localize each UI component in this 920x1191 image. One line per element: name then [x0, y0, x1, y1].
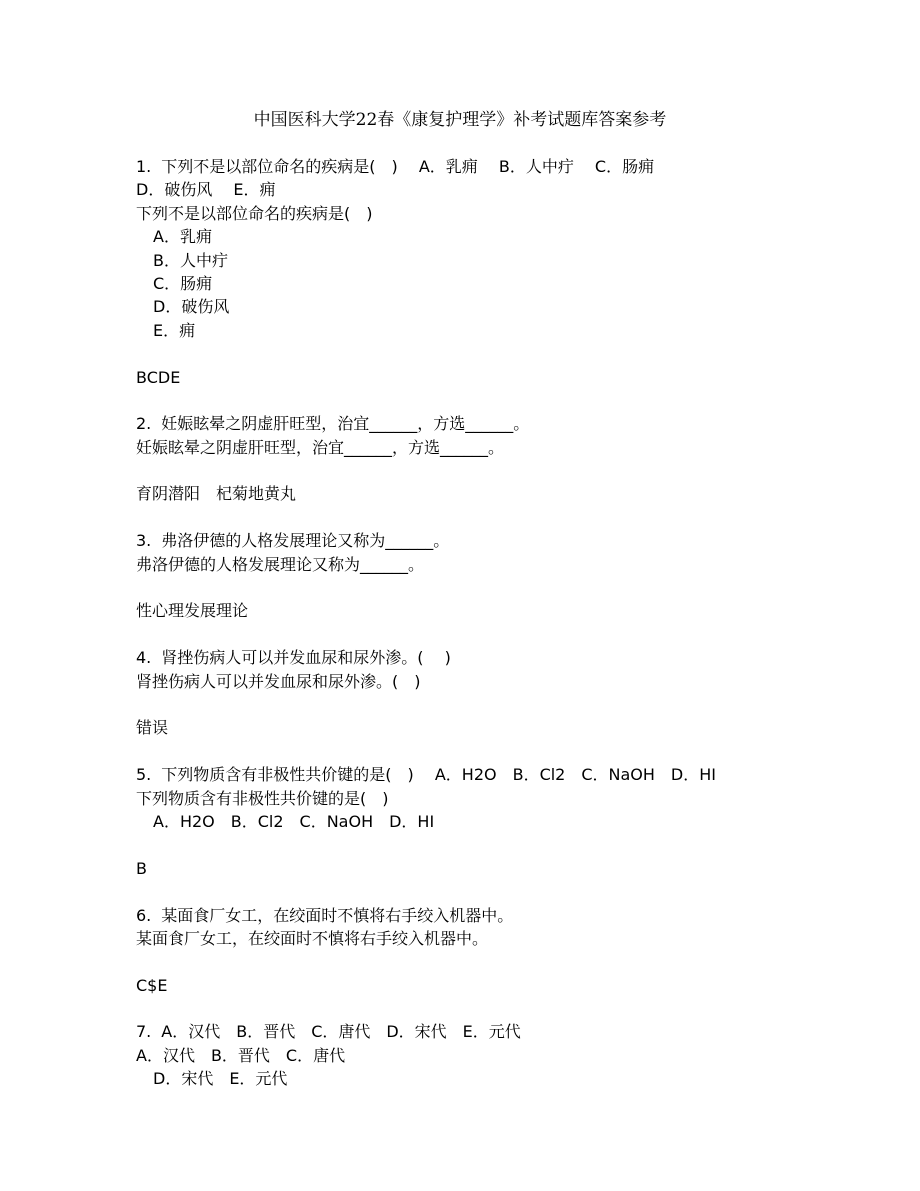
option-e: E．痈 — [153, 320, 196, 340]
answer: 性心理发展理论 — [136, 601, 249, 621]
question-text: 下列物质含有非极性共价键的是( ) A．H2O B．Cl2 C．NaOH D．HI — [161, 765, 717, 785]
question-stem — [136, 904, 876, 927]
question-repeat: 弗洛伊德的人格发展理论又称为______。 — [136, 554, 425, 574]
answer: BCDE — [136, 367, 181, 387]
question-stem — [136, 412, 876, 435]
question-repeat: 下列物质含有非极性共价键的是( ) — [136, 788, 389, 808]
question-number: 3. — [136, 531, 152, 551]
question-text: A．汉代 B．晋代 C．唐代 D．宋代 E．元代 — [161, 1022, 521, 1042]
question-number: 1. — [136, 157, 152, 176]
question-text: 下列不是以部位命名的疾病是( ) A．乳痈 B．人中疔 C．肠痈 — [161, 157, 655, 176]
document-title: 中国医科大学22春《康复护理学》补考试题库答案参考 — [253, 110, 667, 130]
question-repeat: 下列不是以部位命名的疾病是( ) — [136, 203, 373, 223]
answer: C$E — [136, 975, 168, 995]
question-repeat: 肾挫伤病人可以并发血尿和尿外渗。( ) — [136, 671, 421, 691]
options-line: A．H2O B．Cl2 C．NaOH D．HI — [153, 811, 435, 831]
question-number: 7. — [136, 1022, 152, 1042]
question-list — [136, 155, 876, 1091]
question-stem-continuation: D．破伤风 E．痈 — [136, 180, 276, 200]
question-stem — [136, 1020, 876, 1043]
question-repeat: 某面食厂女工，在绞面时不慎将右手绞入机器中。 — [136, 928, 489, 948]
question-repeat: 妊娠眩晕之阴虚肝旺型，治宜______，方选______。 — [136, 437, 505, 457]
question-text: 某面食厂女工，在绞面时不慎将右手绞入机器中。 — [161, 905, 514, 925]
question-number: 5. — [136, 765, 152, 785]
question-stem — [136, 763, 876, 786]
question-stem — [136, 646, 876, 669]
question-text: 妊娠眩晕之阴虚肝旺型，治宜______，方选______。 — [161, 414, 530, 434]
question-6 — [136, 904, 876, 1021]
answer: 错误 — [136, 718, 169, 738]
answer: 育阴潜阳 杞菊地黄丸 — [136, 484, 297, 504]
option-b: B．人中疔 — [153, 250, 228, 270]
option-c: C．肠痈 — [153, 273, 213, 293]
question-7 — [136, 1020, 876, 1090]
question-1 — [136, 155, 876, 412]
answer: B — [136, 858, 147, 878]
question-text: 弗洛伊德的人格发展理论又称为______。 — [161, 531, 450, 551]
question-repeat: A．汉代 B．晋代 C．唐代 — [136, 1045, 346, 1065]
question-repeat-continuation: D．宋代 E．元代 — [153, 1069, 288, 1089]
question-stem — [136, 529, 876, 552]
option-a: A．乳痈 — [153, 227, 212, 247]
question-3 — [136, 529, 876, 646]
question-4 — [136, 646, 876, 763]
option-d: D．破伤风 — [153, 297, 230, 317]
question-5 — [136, 763, 876, 903]
question-number: 2. — [136, 414, 152, 434]
question-number: 4. — [136, 648, 152, 668]
question-text: 肾挫伤病人可以并发血尿和尿外渗。( ) — [161, 648, 451, 668]
question-2 — [136, 412, 876, 529]
question-stem — [136, 155, 876, 178]
question-number: 6. — [136, 905, 152, 925]
